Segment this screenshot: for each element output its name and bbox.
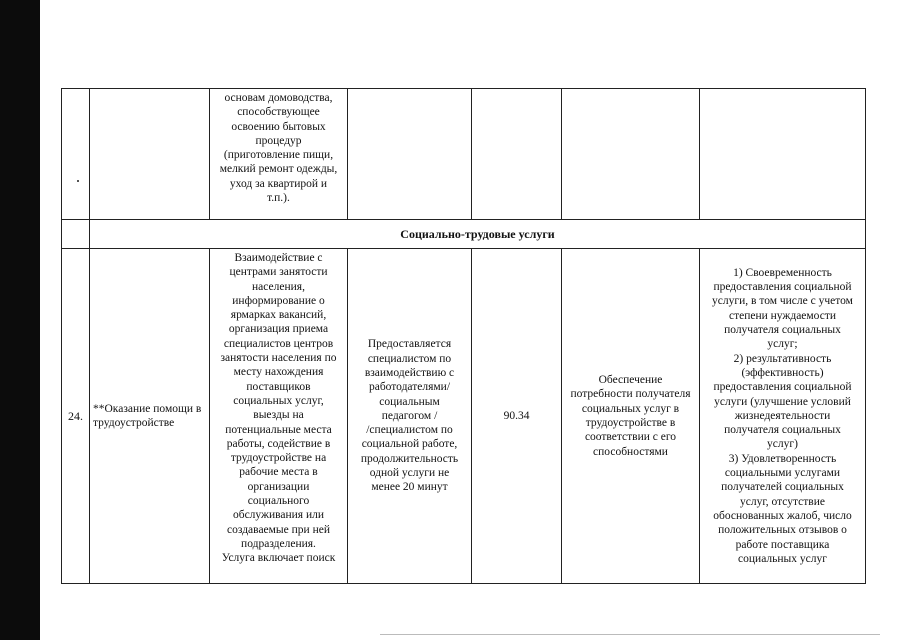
text-line: социального	[247, 495, 310, 508]
text-line: работодателями/	[368, 381, 451, 394]
service-name: **Оказание помощи в трудоустройстве	[90, 249, 210, 584]
text-line: потребности получателя	[570, 388, 691, 401]
text-line: специалистов центров	[223, 337, 334, 350]
cell-section-number-empty	[62, 220, 90, 249]
text-line: менее 20 минут	[371, 481, 448, 494]
text-line: потенциальные места	[225, 423, 332, 436]
text-line: организация приема	[228, 323, 329, 336]
text-line: получателей социальных	[721, 481, 844, 494]
text-line: социальных услуг	[738, 552, 827, 565]
scan-bottom-line	[380, 634, 880, 635]
text-line: социальных услуг,	[233, 394, 324, 407]
text-line: 3) Удовлетворенность	[728, 452, 837, 465]
text-line: получателя социальных	[724, 424, 841, 437]
text-line: одной услуги не	[369, 467, 450, 480]
text-line: социальными услугами	[724, 467, 841, 480]
text-line: (эффективность)	[741, 366, 824, 379]
text-line: работе поставщика	[735, 538, 830, 551]
cell-quality-empty	[700, 89, 866, 220]
text-line: 1) Своевременность	[733, 266, 832, 279]
service-tariff: 90.34	[472, 249, 562, 584]
text-line: обслуживания или	[232, 509, 325, 522]
cell-number-empty	[62, 89, 90, 220]
text-line: способностями	[593, 445, 668, 458]
text-line: 2) результативность	[733, 352, 832, 365]
text-line: подразделения.	[241, 537, 316, 550]
text-line: уход за квартирой и	[229, 177, 328, 190]
text-line: степени нуждаемости	[728, 309, 837, 322]
text-line: поставщиков	[246, 380, 311, 393]
text-line: Обеспечение	[598, 374, 663, 387]
text-line: Предоставляется	[367, 338, 452, 351]
text-line: услуг;	[767, 338, 798, 351]
service-conditions	[562, 249, 700, 584]
text-line: социальной работе,	[361, 438, 458, 451]
text-line: информирование о	[232, 294, 325, 307]
text-line: организации	[247, 480, 310, 493]
text-line: занятости населения по	[220, 352, 337, 365]
text-line: услуг, отсутствие	[740, 495, 825, 508]
text-line: способствующее	[237, 106, 320, 119]
text-line: жизнедеятельности	[734, 409, 831, 422]
text-line: мелкий ремонт одежды,	[219, 163, 338, 176]
cell-content-continued	[210, 89, 348, 220]
text-line: предоставления социальной	[713, 381, 852, 394]
service-content	[210, 249, 348, 584]
text-line: /специалистом по	[366, 424, 453, 437]
service-norms	[348, 249, 472, 584]
text-line: положительных отзывов о	[718, 524, 847, 537]
text-line: педагогом /	[381, 409, 438, 422]
services-table	[61, 88, 866, 584]
text-line: создаваемые при ней	[227, 523, 330, 536]
text-line: продолжительность	[360, 452, 459, 465]
text-line: обоснованных жалоб, число	[713, 509, 852, 522]
text-line: выезды на	[253, 409, 304, 422]
text-line: взаимодействию с	[364, 366, 455, 379]
text-line: центрами занятости	[229, 266, 328, 279]
table-row-continued	[62, 89, 866, 220]
table-row-service-24	[62, 249, 866, 584]
text-line: трудоустройстве на	[230, 452, 327, 465]
text-line: месту нахождения	[233, 366, 324, 379]
scan-dark-edge	[0, 0, 40, 640]
text-line: процедур	[255, 134, 302, 147]
text-line: ярмарках вакансий,	[230, 309, 327, 322]
text-line: специалистом по	[367, 352, 452, 365]
cell-conditions-empty	[562, 89, 700, 220]
text-line: трудоустройстве в	[585, 417, 676, 429]
text-line: Взаимодействие с	[234, 252, 323, 264]
text-line: соответствии с его	[584, 431, 677, 444]
text-line: (приготовление пищи,	[223, 149, 334, 162]
text-line: предоставления социальной	[713, 281, 852, 294]
cell-tariff-empty	[472, 89, 562, 220]
text-line: работы, содействие в	[226, 437, 331, 450]
text-line: освоению бытовых	[231, 120, 326, 133]
table-row-section	[62, 220, 866, 249]
text-line: основам домоводства,	[224, 92, 333, 104]
text-line: услуги, в том числе с учетом	[712, 295, 853, 308]
text-line: рабочие места в	[239, 466, 318, 479]
service-quality	[700, 249, 866, 584]
service-number: 24.	[62, 249, 90, 584]
section-heading: Социально-трудовые услуги	[90, 220, 866, 249]
cell-name-empty	[90, 89, 210, 220]
text-line: т.п.).	[267, 192, 290, 205]
text-line: населения,	[252, 280, 305, 293]
text-line: услуги (улучшение условий	[714, 395, 851, 408]
text-line: услуг)	[767, 438, 798, 451]
text-line: социальных услуг в	[581, 402, 680, 415]
cell-norms-empty	[348, 89, 472, 220]
text-line: получателя социальных	[724, 324, 841, 337]
text-line: Услуга включает поиск	[221, 552, 336, 565]
text-line: социальным	[379, 395, 440, 408]
